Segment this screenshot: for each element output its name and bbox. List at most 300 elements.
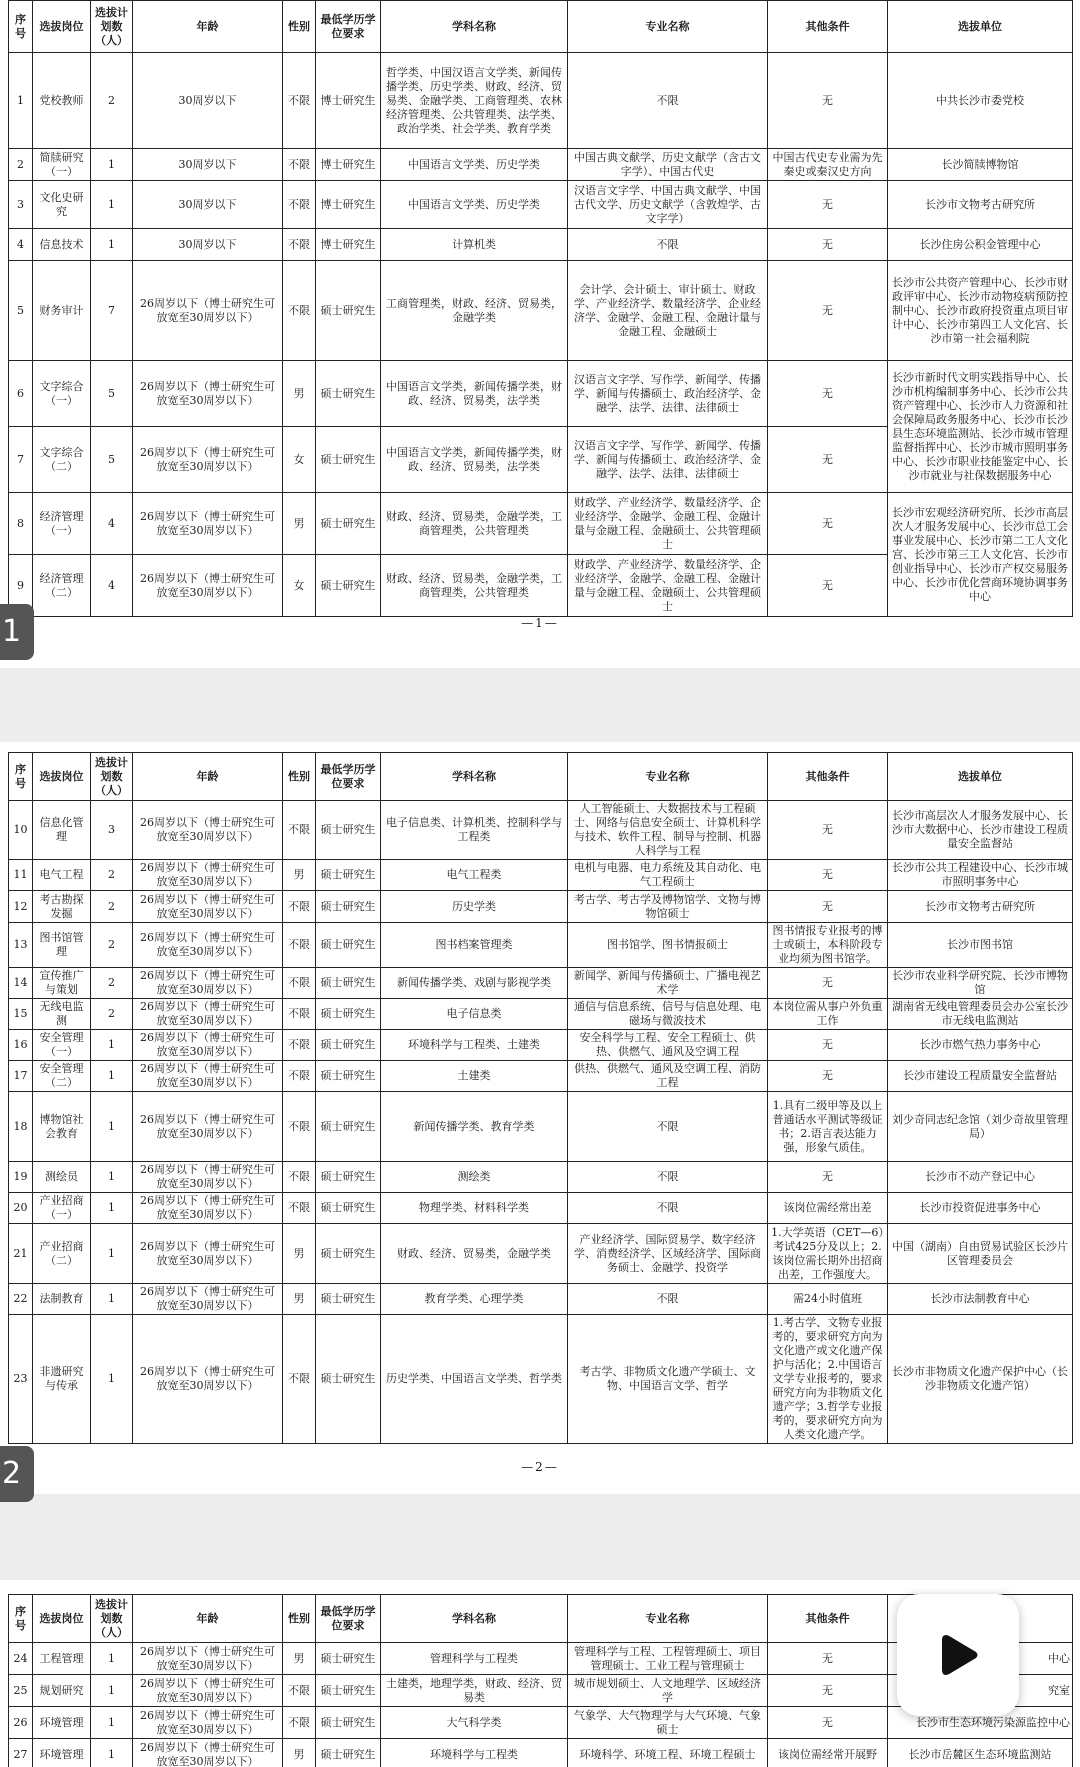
- cell-no: 12: [9, 891, 33, 923]
- cell-no: 16: [9, 1030, 33, 1061]
- cell-age: 26周岁以下（博士研究生可放宽至30周岁以下）: [133, 1707, 283, 1739]
- cell-post: 图书馆管理: [33, 923, 91, 968]
- header-gender: 性别: [283, 753, 316, 801]
- header-no: 序号: [9, 753, 33, 801]
- cell-subject: 环境科学与工程类、土建类: [381, 1030, 568, 1061]
- table-row: [9, 1224, 1073, 1284]
- cell-edu: 博士研究生: [316, 229, 381, 261]
- cell-edu: 硕士研究生: [316, 1224, 381, 1284]
- cell-major: 中国古典文献学、历史文献学（含古文字学）、中国古代史: [568, 149, 768, 181]
- cell-edu: 硕士研究生: [316, 1643, 381, 1675]
- cell-num: 4: [91, 555, 133, 617]
- cell-other: 无: [768, 181, 888, 229]
- cell-subject: 中国语言文学类，新闻传播学类，财政、经济、贸易类，法学类: [381, 361, 568, 427]
- cell-major: 电机与电器、电力系统及其自动化、电气工程硕士: [568, 860, 768, 891]
- cell-major: 不限: [568, 1284, 768, 1315]
- cell-major: 财政学、产业经济学、数量经济学、企业经济学、金融学、金融工程、金融计量与金融工程、金融硕士、公共管理硕士: [568, 555, 768, 617]
- table-row: [9, 1193, 1073, 1224]
- cell-unit: 长沙市文物考古研究所: [888, 891, 1073, 923]
- cell-post: 产业招商（二）: [33, 1224, 91, 1284]
- cell-post: 经济管理（二）: [33, 555, 91, 617]
- table-row: [9, 1061, 1073, 1092]
- cell-edu: 硕士研究生: [316, 1162, 381, 1193]
- cell-gender: 男: [283, 493, 316, 555]
- cell-edu: 硕士研究生: [316, 427, 381, 493]
- cell-subject: 电子信息类: [381, 999, 568, 1030]
- cell-gender: 不限: [283, 1162, 316, 1193]
- cell-num: 1: [91, 1162, 133, 1193]
- header-subject: 学科名称: [381, 753, 568, 801]
- cell-subject: 测绘类: [381, 1162, 568, 1193]
- header-age: 年龄: [133, 1595, 283, 1643]
- cell-gender: 男: [283, 1284, 316, 1315]
- cell-no: 2: [9, 149, 33, 181]
- cell-subject: 财政、经济、贸易类，金融学类，工商管理类，公共管理类: [381, 493, 568, 555]
- cell-no: 23: [9, 1315, 33, 1444]
- header-age: 年龄: [133, 753, 283, 801]
- cell-no: 6: [9, 361, 33, 427]
- cell-post: 考古勘探发掘: [33, 891, 91, 923]
- cell-no: 21: [9, 1224, 33, 1284]
- cell-no: 15: [9, 999, 33, 1030]
- cell-edu: 硕士研究生: [316, 361, 381, 427]
- cell-post: 经济管理（一）: [33, 493, 91, 555]
- cell-subject: 中国语言文学类，新闻传播学类，财政、经济、贸易类，法学类: [381, 427, 568, 493]
- cell-num: 5: [91, 427, 133, 493]
- cell-gender: 不限: [283, 1315, 316, 1444]
- cell-subject: 新闻传播学类、戏剧与影视学类: [381, 968, 568, 999]
- cell-unit: 长沙市新时代文明实践指导中心、长沙市机构编制事务中心、长沙市公共资产管理中心、长沙市人力资源和社会保障局政务服务中心、长沙市长沙县生态环境监测站、长沙市城市管理监督指挥中心、长沙市城市照明事务中心、长沙市职业技能鉴定中心、长沙市就业与社保数据服务中心: [888, 361, 1073, 493]
- cell-major: 不限: [568, 53, 768, 149]
- cell-age: 26周岁以下（博士研究生可放宽至30周岁以下）: [133, 801, 283, 860]
- cell-edu: 博士研究生: [316, 149, 381, 181]
- header-row: [9, 1, 1073, 53]
- cell-no: 20: [9, 1193, 33, 1224]
- header-other: 其他条件: [768, 1, 888, 53]
- header-unit: 选拔单位: [888, 1, 1073, 53]
- cell-unit: 长沙市文物考古研究所: [888, 181, 1073, 229]
- cell-no: 26: [9, 1707, 33, 1739]
- cell-post: 无线电监测: [33, 999, 91, 1030]
- cell-no: 9: [9, 555, 33, 617]
- cell-age: 30周岁以下: [133, 149, 283, 181]
- cell-post: 信息化管理: [33, 801, 91, 860]
- cell-edu: 博士研究生: [316, 181, 381, 229]
- cell-edu: 硕士研究生: [316, 261, 381, 361]
- header-other: 其他条件: [768, 753, 888, 801]
- cell-unit: 长沙市公共资产管理中心、长沙市财政评审中心、长沙市动物疫病预防控制中心、长沙市政府投资重点项目审计中心、长沙市第四工人文化宫、长沙市第一社会福利院: [888, 261, 1073, 361]
- cell-edu: 硕士研究生: [316, 999, 381, 1030]
- table-row: [9, 181, 1073, 229]
- cell-post: 财务审计: [33, 261, 91, 361]
- page-badge[interactable]: 1: [0, 604, 34, 660]
- cell-post: 文化史研究: [33, 181, 91, 229]
- header-other: 其他条件: [768, 1595, 888, 1643]
- cell-other: 无: [768, 493, 888, 555]
- cell-unit: 长沙市农业科学研究院、长沙市博物馆: [888, 968, 1073, 999]
- cell-age: 26周岁以下（博士研究生可放宽至30周岁以下）: [133, 891, 283, 923]
- cell-gender: 女: [283, 555, 316, 617]
- cell-no: 1: [9, 53, 33, 149]
- cell-age: 26周岁以下（博士研究生可放宽至30周岁以下）: [133, 361, 283, 427]
- cell-edu: 硕士研究生: [316, 1030, 381, 1061]
- header-num: 选拔计划数（人）: [91, 753, 133, 801]
- cell-post: 环境管理: [33, 1707, 91, 1739]
- cell-other: 无: [768, 891, 888, 923]
- cell-other: 无: [768, 555, 888, 617]
- cell-subject: 工商管理类，财政、经济、贸易类，金融学类: [381, 261, 568, 361]
- cell-subject: 财政、经济、贸易类，金融学类，工商管理类，公共管理类: [381, 555, 568, 617]
- cell-age: 26周岁以下（博士研究生可放宽至30周岁以下）: [133, 1193, 283, 1224]
- cell-subject: 中国语言文学类、历史学类: [381, 181, 568, 229]
- cell-unit: 长沙市宏观经济研究所、长沙市高层次人才服务发展中心、长沙市总工会事业发展中心、长沙市第二工人文化宫、长沙市第三工人文化宫、长沙市创业指导中心、长沙市产权交易服务中心、长沙市优化营商环境协调事务中心: [888, 493, 1073, 617]
- cell-major: 汉语言文字学、中国古典文献学、中国古代文学、历史文献学（含敦煌学、古文字学）: [568, 181, 768, 229]
- cell-edu: 硕士研究生: [316, 1284, 381, 1315]
- cell-major: 管理科学与工程、工程管理硕士、项目管理硕士、工业工程与管理硕士: [568, 1643, 768, 1675]
- cell-other: 需24小时值班: [768, 1284, 888, 1315]
- cell-major: 人工智能硕士、大数据技术与工程硕士、网络与信息安全硕士、计算机科学与技术、软件工程、制导与控制、机器人科学与工程: [568, 801, 768, 860]
- cell-major: 财政学、产业经济学、数量经济学、企业经济学、金融学、金融工程、金融计量与金融工程、金融硕士、公共管理硕士: [568, 493, 768, 555]
- cell-major: 图书馆学、图书情报硕士: [568, 923, 768, 968]
- cell-other: 1.大学英语（CET—6）考试425分及以上；2.该岗位需长期外出招商出差，工作强度大。: [768, 1224, 888, 1284]
- cell-num: 1: [91, 1315, 133, 1444]
- cell-post: 电气工程: [33, 860, 91, 891]
- header-gender: 性别: [283, 1, 316, 53]
- cell-num: 2: [91, 923, 133, 968]
- cell-subject: 电子信息类、计算机类、控制科学与工程类: [381, 801, 568, 860]
- table-row: [9, 1030, 1073, 1061]
- cell-age: 26周岁以下（博士研究生可放宽至30周岁以下）: [133, 427, 283, 493]
- cell-gender: 不限: [283, 891, 316, 923]
- header-gender: 性别: [283, 1595, 316, 1643]
- cell-major: 汉语言文字学、写作学、新闻学、传播学、新闻与传播硕士、政治经济学、金融学、法学、法律、法律硕士: [568, 361, 768, 427]
- header-post: 选拔岗位: [33, 1595, 91, 1643]
- cell-age: 26周岁以下（博士研究生可放宽至30周岁以下）: [133, 1061, 283, 1092]
- cell-post: 测绘员: [33, 1162, 91, 1193]
- cell-num: 1: [91, 1643, 133, 1675]
- cell-major: 不限: [568, 229, 768, 261]
- cell-post: 工程管理: [33, 1643, 91, 1675]
- table-row: [9, 1315, 1073, 1444]
- header-unit: 选拔单位: [888, 753, 1073, 801]
- cell-post: 非遗研究与传承: [33, 1315, 91, 1444]
- cell-num: 1: [91, 1707, 133, 1739]
- cell-no: 19: [9, 1162, 33, 1193]
- cell-num: 1: [91, 181, 133, 229]
- cell-edu: 硕士研究生: [316, 891, 381, 923]
- cell-subject: 财政、经济、贸易类，金融学类: [381, 1224, 568, 1284]
- cell-num: 1: [91, 229, 133, 261]
- cell-post: 文字综合（一）: [33, 361, 91, 427]
- cell-edu: 硕士研究生: [316, 923, 381, 968]
- cell-major: 考古学、非物质文化遗产学硕士、文物、中国语言文学、哲学: [568, 1315, 768, 1444]
- cell-num: 1: [91, 1284, 133, 1315]
- header-subject: 学科名称: [381, 1, 568, 53]
- cell-age: 26周岁以下（博士研究生可放宽至30周岁以下）: [133, 1162, 283, 1193]
- cell-gender: 不限: [283, 968, 316, 999]
- cell-major: 不限: [568, 1092, 768, 1162]
- cell-subject: 教育学类、心理学类: [381, 1284, 568, 1315]
- table-row: [9, 1162, 1073, 1193]
- cell-num: 1: [91, 1193, 133, 1224]
- cell-num: 1: [91, 149, 133, 181]
- cell-num: 2: [91, 53, 133, 149]
- header-major: 专业名称: [568, 1, 768, 53]
- recruitment-table-page-1: [8, 0, 1073, 617]
- cell-gender: 不限: [283, 999, 316, 1030]
- cell-age: 26周岁以下（博士研究生可放宽至30周岁以下）: [133, 1315, 283, 1444]
- cell-age: 26周岁以下（博士研究生可放宽至30周岁以下）: [133, 999, 283, 1030]
- cell-unit: 长沙市不动产登记中心: [888, 1162, 1073, 1193]
- cell-other: 无: [768, 361, 888, 427]
- cell-no: 14: [9, 968, 33, 999]
- cell-other: 中国古代史专业需为先秦史或秦汉史方向: [768, 149, 888, 181]
- recruitment-table-page-2: [8, 752, 1073, 1444]
- cell-num: 2: [91, 860, 133, 891]
- cell-age: 26周岁以下（博士研究生可放宽至30周岁以下）: [133, 1092, 283, 1162]
- cell-major: 不限: [568, 1162, 768, 1193]
- cell-other: 无: [768, 1030, 888, 1061]
- cell-gender: 不限: [283, 1030, 316, 1061]
- cell-other: 无: [768, 229, 888, 261]
- cell-subject: 大气科学类: [381, 1707, 568, 1739]
- cell-num: 2: [91, 968, 133, 999]
- cell-unit: 长沙市生态环境污染源监控中心: [888, 1707, 1073, 1739]
- cell-major: 通信与信息系统、信号与信息处理、电磁场与微波技术: [568, 999, 768, 1030]
- header-no: 序号: [9, 1595, 33, 1643]
- cell-gender: 不限: [283, 53, 316, 149]
- cell-gender: 不限: [283, 1061, 316, 1092]
- cell-no: 4: [9, 229, 33, 261]
- cell-post: 安全管理（一）: [33, 1030, 91, 1061]
- cell-num: 1: [91, 1675, 133, 1707]
- table-row: [9, 801, 1073, 860]
- table-row: [9, 1284, 1073, 1315]
- cell-no: 18: [9, 1092, 33, 1162]
- cell-no: 13: [9, 923, 33, 968]
- cell-major: 供热、供燃气、通风及空调工程、消防工程: [568, 1061, 768, 1092]
- header-edu: 最低学历学位要求: [316, 1, 381, 53]
- cell-age: 26周岁以下（博士研究生可放宽至30周岁以下）: [133, 860, 283, 891]
- table-row: [9, 149, 1073, 181]
- cell-age: 26周岁以下（博士研究生可放宽至30周岁以下）: [133, 1643, 283, 1675]
- cell-unit: 长沙市高层次人才服务发展中心、长沙市大数据中心、长沙市建设工程质量安全监督站: [888, 801, 1073, 860]
- cell-num: 7: [91, 261, 133, 361]
- cell-other: 无: [768, 53, 888, 149]
- cell-gender: 女: [283, 427, 316, 493]
- cell-other: 该岗位需经常出差: [768, 1193, 888, 1224]
- cell-subject: 图书档案管理类: [381, 923, 568, 968]
- cell-other: 图书情报专业报考的博士或硕士，本科阶段专业均须为图书馆学。: [768, 923, 888, 968]
- cell-major: 安全科学与工程、安全工程硕士、供热、供燃气、通风及空调工程: [568, 1030, 768, 1061]
- cell-age: 26周岁以下（博士研究生可放宽至30周岁以下）: [133, 555, 283, 617]
- cell-unit: 长沙市公共工程建设中心、长沙市城市照明事务中心: [888, 860, 1073, 891]
- table-row: [9, 361, 1073, 427]
- header-subject: 学科名称: [381, 1595, 568, 1643]
- cell-unit: 长沙住房公积金管理中心: [888, 229, 1073, 261]
- cell-post: 环境管理: [33, 1739, 91, 1767]
- cell-edu: 硕士研究生: [316, 493, 381, 555]
- cell-unit: 长沙市图书馆: [888, 923, 1073, 968]
- page-badge[interactable]: 2: [0, 1446, 34, 1502]
- cell-gender: 不限: [283, 181, 316, 229]
- cell-gender: 男: [283, 361, 316, 427]
- cell-post: 简牍研究（一）: [33, 149, 91, 181]
- cell-other: 本岗位需从事户外负重工作: [768, 999, 888, 1030]
- cell-subject: 环境科学与工程类: [381, 1739, 568, 1767]
- cell-unit: 中心: [888, 1643, 1073, 1675]
- table-row: [9, 53, 1073, 149]
- cell-no: 7: [9, 427, 33, 493]
- cell-subject: 电气工程类: [381, 860, 568, 891]
- cell-edu: 硕士研究生: [316, 1739, 381, 1767]
- cell-age: 26周岁以下（博士研究生可放宽至30周岁以下）: [133, 1224, 283, 1284]
- cell-major: 考古学、考古学及博物馆学、文物与博物馆硕士: [568, 891, 768, 923]
- cell-post: 产业招商（一）: [33, 1193, 91, 1224]
- header-post: 选拔岗位: [33, 1, 91, 53]
- cell-edu: 硕士研究生: [316, 555, 381, 617]
- cell-gender: 不限: [283, 149, 316, 181]
- cell-num: 1: [91, 1739, 133, 1767]
- cell-num: 3: [91, 801, 133, 860]
- cell-other: 无: [768, 1061, 888, 1092]
- cell-unit: 长沙市投资促进事务中心: [888, 1193, 1073, 1224]
- header-edu: 最低学历学位要求: [316, 1595, 381, 1643]
- table-row: [9, 1739, 1073, 1767]
- cell-edu: 硕士研究生: [316, 1061, 381, 1092]
- cell-age: 26周岁以下（博士研究生可放宽至30周岁以下）: [133, 1030, 283, 1061]
- cell-unit: 中国（湖南）自由贸易试验区长沙片区管理委员会: [888, 1224, 1073, 1284]
- cell-gender: 男: [283, 860, 316, 891]
- cell-subject: 哲学类、中国汉语言文学类、新闻传播学类、历史学类、财政、经济、贸易类、金融学类、工商管理类、农林经济管理类、公共管理类、法学类、政治学类、社会学类、教育学类: [381, 53, 568, 149]
- cell-other: 1.考古学、文物专业报考的，要求研究方向为文化遗产或文化遗产保护与活化；2.中国语言文学专业报考的，要求研究方向为非物质文化遗产学；3.哲学专业报考的，要求研究方向为人类文化遗产学。: [768, 1315, 888, 1444]
- cell-major: 不限: [568, 1193, 768, 1224]
- cell-age: 26周岁以下（博士研究生可放宽至30周岁以下）: [133, 493, 283, 555]
- cell-post: 规划研究: [33, 1675, 91, 1707]
- table-row: [9, 229, 1073, 261]
- cell-subject: 管理科学与工程类: [381, 1643, 568, 1675]
- cell-num: 2: [91, 891, 133, 923]
- cell-no: 5: [9, 261, 33, 361]
- cell-subject: 计算机类: [381, 229, 568, 261]
- cell-unit: 中共长沙市委党校: [888, 53, 1073, 149]
- cell-unit: 究室: [888, 1675, 1073, 1707]
- cell-other: 无: [768, 427, 888, 493]
- cell-unit: 长沙市岳麓区生态环境监测站: [888, 1739, 1073, 1767]
- cell-post: 党校教师: [33, 53, 91, 149]
- cell-major: 新闻学、新闻与传播硕士、广播电视艺术学: [568, 968, 768, 999]
- cell-post: 宣传推广与策划: [33, 968, 91, 999]
- cell-post: 文字综合（二）: [33, 427, 91, 493]
- cell-unit: 长沙简牍博物馆: [888, 149, 1073, 181]
- cell-num: 4: [91, 493, 133, 555]
- cell-other: 无: [768, 1675, 888, 1707]
- cell-age: 26周岁以下（博士研究生可放宽至30周岁以下）: [133, 1284, 283, 1315]
- cell-major: 城市规划硕士、人文地理学、区域经济学: [568, 1675, 768, 1707]
- cell-unit: 刘少奇同志纪念馆（刘少奇故里管理局）: [888, 1092, 1073, 1162]
- cell-major: 环境科学、环境工程、环境工程硕士: [568, 1739, 768, 1767]
- cell-edu: 博士研究生: [316, 53, 381, 149]
- cell-age: 26周岁以下（博士研究生可放宽至30周岁以下）: [133, 968, 283, 999]
- cell-subject: 中国语言文学类、历史学类: [381, 149, 568, 181]
- cell-age: 26周岁以下（博士研究生可放宽至30周岁以下）: [133, 1675, 283, 1707]
- cell-other: 无: [768, 261, 888, 361]
- page-2: [0, 742, 1080, 1494]
- cell-subject: 历史学类: [381, 891, 568, 923]
- cell-major: 气象学、大气物理学与大气环境、气象硕士: [568, 1707, 768, 1739]
- cell-other: 无: [768, 801, 888, 860]
- cell-subject: 新闻传播学类、教育学类: [381, 1092, 568, 1162]
- cell-no: 3: [9, 181, 33, 229]
- cell-num: 1: [91, 1061, 133, 1092]
- cell-gender: 男: [283, 1739, 316, 1767]
- cell-age: 26周岁以下（博士研究生可放宽至30周岁以下）: [133, 1739, 283, 1767]
- cell-age: 30周岁以下: [133, 229, 283, 261]
- cell-subject: 物理学类、材料科学类: [381, 1193, 568, 1224]
- play-icon: [926, 1623, 990, 1687]
- cell-age: 26周岁以下（博士研究生可放宽至30周岁以下）: [133, 261, 283, 361]
- table-row: [9, 923, 1073, 968]
- header-major: 专业名称: [568, 753, 768, 801]
- cell-post: 信息技术: [33, 229, 91, 261]
- cell-gender: 不限: [283, 923, 316, 968]
- cell-other: 无: [768, 1162, 888, 1193]
- page-number: —2—: [521, 1460, 559, 1474]
- header-num: 选拔计划数（人）: [91, 1595, 133, 1643]
- cell-gender: 不限: [283, 1193, 316, 1224]
- page-1: [0, 0, 1080, 668]
- cell-no: 10: [9, 801, 33, 860]
- cell-no: 27: [9, 1739, 33, 1767]
- cell-num: 1: [91, 1030, 133, 1061]
- cell-edu: 硕士研究生: [316, 1092, 381, 1162]
- cell-no: 24: [9, 1643, 33, 1675]
- cell-major: 会计学、会计硕士、审计硕士、财政学、产业经济学、数量经济学、企业经济学、金融学、金融工程、金融计量与金融工程、金融硕士: [568, 261, 768, 361]
- cell-gender: 不限: [283, 1675, 316, 1707]
- header-major: 专业名称: [568, 1595, 768, 1643]
- cell-gender: 不限: [283, 1092, 316, 1162]
- cell-edu: 硕士研究生: [316, 1675, 381, 1707]
- table-row: [9, 968, 1073, 999]
- cell-age: 26周岁以下（博士研究生可放宽至30周岁以下）: [133, 923, 283, 968]
- cell-post: 博物馆社会教育: [33, 1092, 91, 1162]
- cell-major: 汉语言文字学、写作学、新闻学、传播学、新闻与传播硕士、政治经济学、金融学、法学、法律、法律硕士: [568, 427, 768, 493]
- cell-other: 无: [768, 860, 888, 891]
- cell-gender: 不限: [283, 229, 316, 261]
- cell-age: 30周岁以下: [133, 181, 283, 229]
- cell-no: 8: [9, 493, 33, 555]
- cell-edu: 硕士研究生: [316, 801, 381, 860]
- cell-other: 1.具有二级甲等及以上普通话水平测试等级证书；2.语言表达能力强，形象气质佳。: [768, 1092, 888, 1162]
- play-button[interactable]: [897, 1594, 1019, 1716]
- cell-no: 17: [9, 1061, 33, 1092]
- header-no: 序号: [9, 1, 33, 53]
- cell-gender: 不限: [283, 261, 316, 361]
- cell-unit: 长沙市燃气热力事务中心: [888, 1030, 1073, 1061]
- cell-num: 1: [91, 1092, 133, 1162]
- cell-edu: 硕士研究生: [316, 1193, 381, 1224]
- table-row: [9, 860, 1073, 891]
- cell-edu: 硕士研究生: [316, 860, 381, 891]
- cell-subject: 土建类，地理学类，财政、经济、贸易类: [381, 1675, 568, 1707]
- page-number: —1—: [521, 616, 559, 630]
- cell-no: 22: [9, 1284, 33, 1315]
- cell-edu: 硕士研究生: [316, 1315, 381, 1444]
- table-row: [9, 891, 1073, 923]
- cell-gender: 不限: [283, 801, 316, 860]
- header-edu: 最低学历学位要求: [316, 753, 381, 801]
- cell-edu: 硕士研究生: [316, 1707, 381, 1739]
